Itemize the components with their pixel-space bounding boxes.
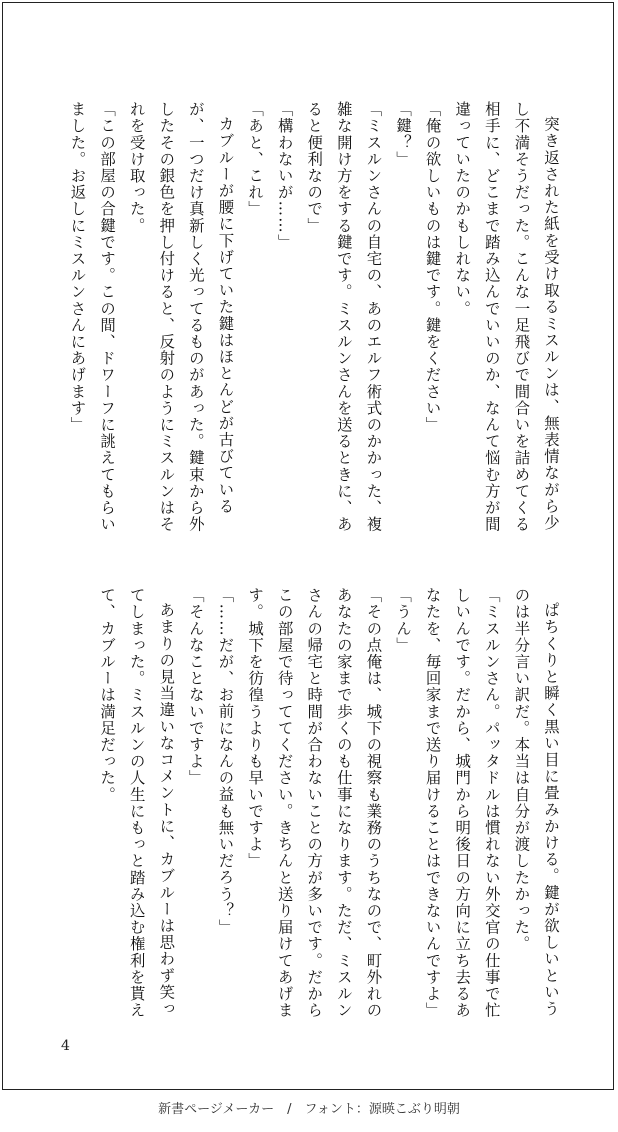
page-frame: [2, 2, 614, 1090]
paragraph: 「そんなことないですよ」: [186, 587, 205, 787]
paragraph: 「構わないが……」: [275, 101, 294, 251]
paragraph: あまりの見当違いなコメントに、カブルーは思わず笑ってしまった。ミスルンの人生にもっと踏み込む権利を貰えて、カブルーは満足だった。: [98, 587, 176, 1019]
text-block-bottom: [45, 587, 565, 1027]
paragraph: 「鍵？」: [394, 101, 413, 168]
paragraph: 「ミスルンさんの自宅の、あのエルフ術式のかかった、複雑な開け方をする鍵です。ミスルンさんを送るときに、あると便利なので」: [305, 101, 383, 533]
page-number: 4: [61, 1038, 70, 1054]
paragraph: 突き返された紙を受け取るミスルンは、無表情ながら少し不満そうだった。こんな一足飛びで間合いを詰めてくる相手に、どこまで踏み込んでいいのか、なんて悩む方が間違っていたのかもしれない。: [453, 101, 560, 533]
paragraph: 「その点俺は、城下の視察も業務のうちなので、町外れのあなたの家まで歩くのも仕事になります。ただ、ミスルンさんの帰宅と時間が合わないことの方が多いです。だからこの部屋で待っててください。きちんと送り届けてあげます。城下を彷徨うよりも早いですよ」: [246, 587, 383, 1019]
paragraph: 「うん」: [394, 587, 413, 654]
paragraph: 「俺の欲しいものは鍵です。鍵をください」: [423, 101, 442, 433]
paragraph: 「この部屋の合鍵です。この間、ドワーフに誂えてもらいました。お返しにミスルンさんにあげます」: [68, 101, 117, 533]
footer-credit: 新書ページメーカー / フォント：源暎こぶり明朝: [158, 1102, 460, 1117]
paragraph: カブルーが腰に下げていた鍵はほとんどが古びているが、一つだけ真新しく光ってるものがあった。鍵束から外したその銀色を押し付けると、反射のようにミスルンはそれを受け取った。: [127, 101, 235, 533]
paragraph: 「……だが、お前になんの益も無いだろう？」: [216, 587, 235, 936]
paragraph: 「ミスルンさん。パッタドルは慣れない外交官の仕事で忙しいんです。だから、城門から明後日の方向に立ち去るあなたを、毎回家まで送り届けることはできないんですよ」: [423, 587, 501, 1019]
paragraph: ぱちくりと瞬く黒い目に畳みかける。鍵が欲しいというのは半分言い訳だ。本当は自分が渡したかった。: [512, 587, 560, 1018]
text-block-top: [45, 101, 565, 541]
paragraph: 「あと、これ」: [246, 101, 265, 218]
